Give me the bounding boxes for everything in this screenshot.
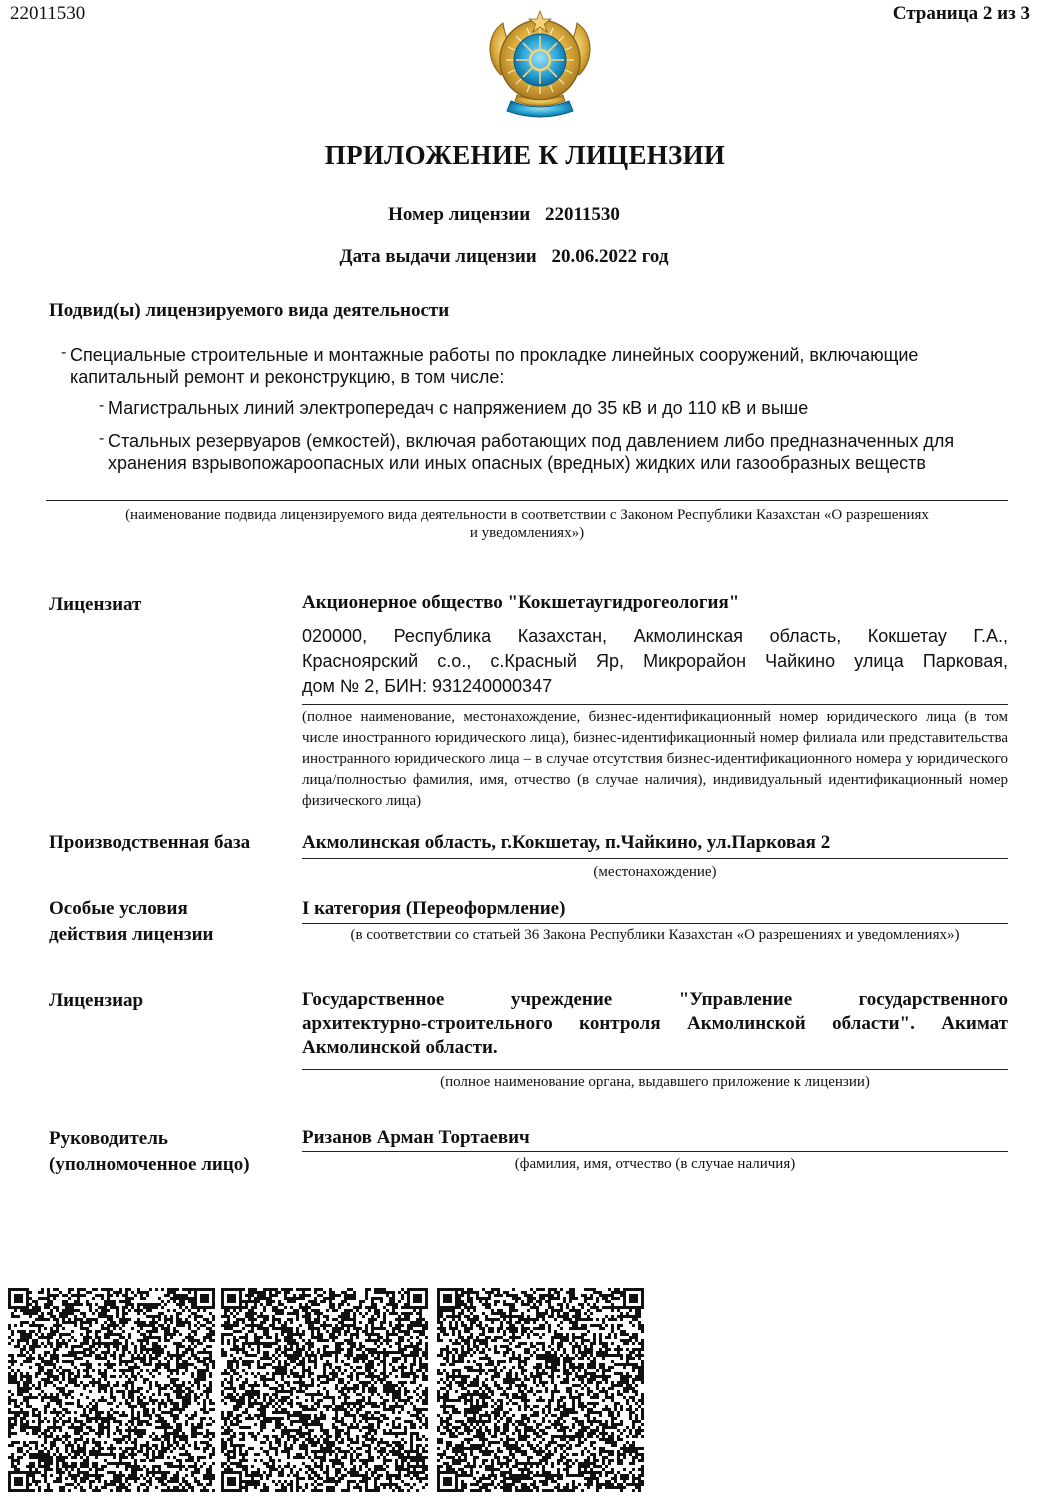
head-label-line1: Руководитель bbox=[49, 1128, 168, 1149]
subtypes-caption-line1: (наименование подвида лицензируемого вида деятельности в соответствии с Законом Республики Казахстан «О разрешениях bbox=[125, 507, 929, 523]
licensee-name: Акционерное общество "Кокшетаугидрогеология" bbox=[302, 592, 740, 613]
licensor-line1 bbox=[302, 988, 1008, 1012]
license-number-row bbox=[0, 204, 1008, 226]
qr-code-icon bbox=[437, 1288, 644, 1493]
licensee-address-line3: дом № 2, БИН: 931240000347 bbox=[302, 676, 553, 696]
licensor-word: Государственное bbox=[302, 989, 445, 1010]
subtype-sub-item-2-line2: хранения взрывопожароопасных или иных опасных (вредных) жидких или газообразных веществ bbox=[108, 453, 926, 473]
dash-bullet-icon: - bbox=[99, 430, 105, 447]
qr-code-icon bbox=[221, 1288, 428, 1493]
subtype-sub-item-2 bbox=[99, 430, 1028, 474]
licensee-address-line1: 020000, Республика Казахстан, Акмолинская область, Кокшетау Г.А., bbox=[302, 626, 1008, 646]
subtype-main-line2: капитальный ремонт и реконструкцию, в том числе: bbox=[70, 367, 505, 387]
licensor-divider bbox=[302, 1069, 1008, 1070]
production-base-value: Акмолинская область, г.Кокшетау, п.Чайкино, ул.Парковая 2 bbox=[302, 832, 831, 853]
qr-code-icon bbox=[8, 1288, 215, 1493]
subtype-main-line1: Специальные строительные и монтажные работы по прокладке линейных сооружений, включающие bbox=[70, 345, 919, 365]
production-base-caption: (местонахождение) bbox=[593, 864, 717, 880]
licensee-caption: (полное наименование, местонахождение, бизнес-идентификационный номер юридического лица (в том числе иностранного юридического лица), бизнес-идентификационный номер филиала или представительства иностранного юридического лица – в случае отсутствия бизнес-идентификационного номера у юридического лица/полностью фамилия, имя, отчество (в случае наличия), индивидуальный идентификационный номер физического лица) bbox=[302, 709, 1008, 809]
special-conditions-value: I категория (Переоформление) bbox=[302, 898, 566, 919]
issue-date-label: Дата выдачи лицензии bbox=[339, 246, 537, 267]
subtype-main-item bbox=[61, 344, 1010, 388]
subtypes-divider bbox=[46, 500, 1008, 501]
licensee-label: Лицензиат bbox=[49, 594, 142, 615]
special-conditions-caption: (в соответствии со статьей 36 Закона Республики Казахстан «О разрешениях и уведомлениях») bbox=[350, 927, 960, 943]
dash-bullet-icon: - bbox=[61, 344, 67, 361]
licensor-word: государственного bbox=[858, 989, 1008, 1010]
licensor-line2: архитектурно-строительного контроля Акмолинской области". Акимат bbox=[302, 1013, 1008, 1034]
subtype-sub-item-2-line1: Стальных резервуаров (емкостей), включая работающих под давлением либо предназначенных для bbox=[108, 431, 955, 451]
production-base-divider bbox=[302, 858, 1008, 859]
special-conditions-label-line1: Особые условия bbox=[49, 898, 188, 919]
licensee-address bbox=[302, 624, 1008, 699]
subtypes-heading: Подвид(ы) лицензируемого вида деятельности bbox=[49, 300, 450, 321]
document-title: ПРИЛОЖЕНИЕ К ЛИЦЕНЗИИ bbox=[324, 140, 726, 170]
subtypes-caption bbox=[46, 506, 1008, 542]
licensor-line3: Акмолинской области. bbox=[302, 1037, 498, 1058]
subtype-sub-item-1-text: Магистральных линий электропередач с напряжением до 35 кВ и до 110 кВ и выше bbox=[108, 398, 809, 418]
document-number-header: 22011530 bbox=[10, 3, 86, 24]
head-divider bbox=[302, 1151, 1008, 1152]
special-conditions-divider bbox=[302, 923, 1008, 924]
dash-bullet-icon: - bbox=[99, 397, 105, 414]
licensor-caption: (полное наименование органа, выдавшего приложение к лицензии) bbox=[440, 1074, 870, 1090]
issue-date-row bbox=[0, 246, 1008, 268]
special-conditions-label bbox=[49, 896, 213, 948]
licensor-label: Лицензиар bbox=[49, 990, 144, 1011]
head-label-line2: (уполномоченное лицо) bbox=[49, 1154, 250, 1175]
issue-date-value: 20.06.2022 год bbox=[551, 246, 669, 267]
production-base-label: Производственная база bbox=[49, 832, 251, 853]
special-conditions-label-line2: действия лицензии bbox=[49, 924, 214, 945]
licensor-word: "Управление bbox=[678, 989, 793, 1010]
license-number-label: Номер лицензии bbox=[388, 204, 531, 225]
licensor-word: учреждение bbox=[510, 989, 613, 1010]
licensee-divider bbox=[302, 704, 1008, 705]
subtype-sub-item-1 bbox=[99, 397, 1018, 419]
head-name: Ризанов Арман Тортаевич bbox=[302, 1127, 530, 1148]
page-indicator: Страница 2 из 3 bbox=[892, 3, 1030, 24]
head-label bbox=[49, 1126, 250, 1178]
licensor-value bbox=[302, 988, 1008, 1060]
subtypes-caption-line2: и уведомлениях») bbox=[469, 525, 585, 541]
kazakhstan-state-emblem-icon bbox=[481, 5, 599, 123]
licensee-address-line2: Красноярский с.о., с.Красный Яр, Микрорайон Чайкино улица Парковая, bbox=[302, 651, 1008, 671]
license-number-value: 22011530 bbox=[544, 204, 620, 225]
head-caption: (фамилия, имя, отчество (в случае наличия) bbox=[514, 1156, 796, 1172]
